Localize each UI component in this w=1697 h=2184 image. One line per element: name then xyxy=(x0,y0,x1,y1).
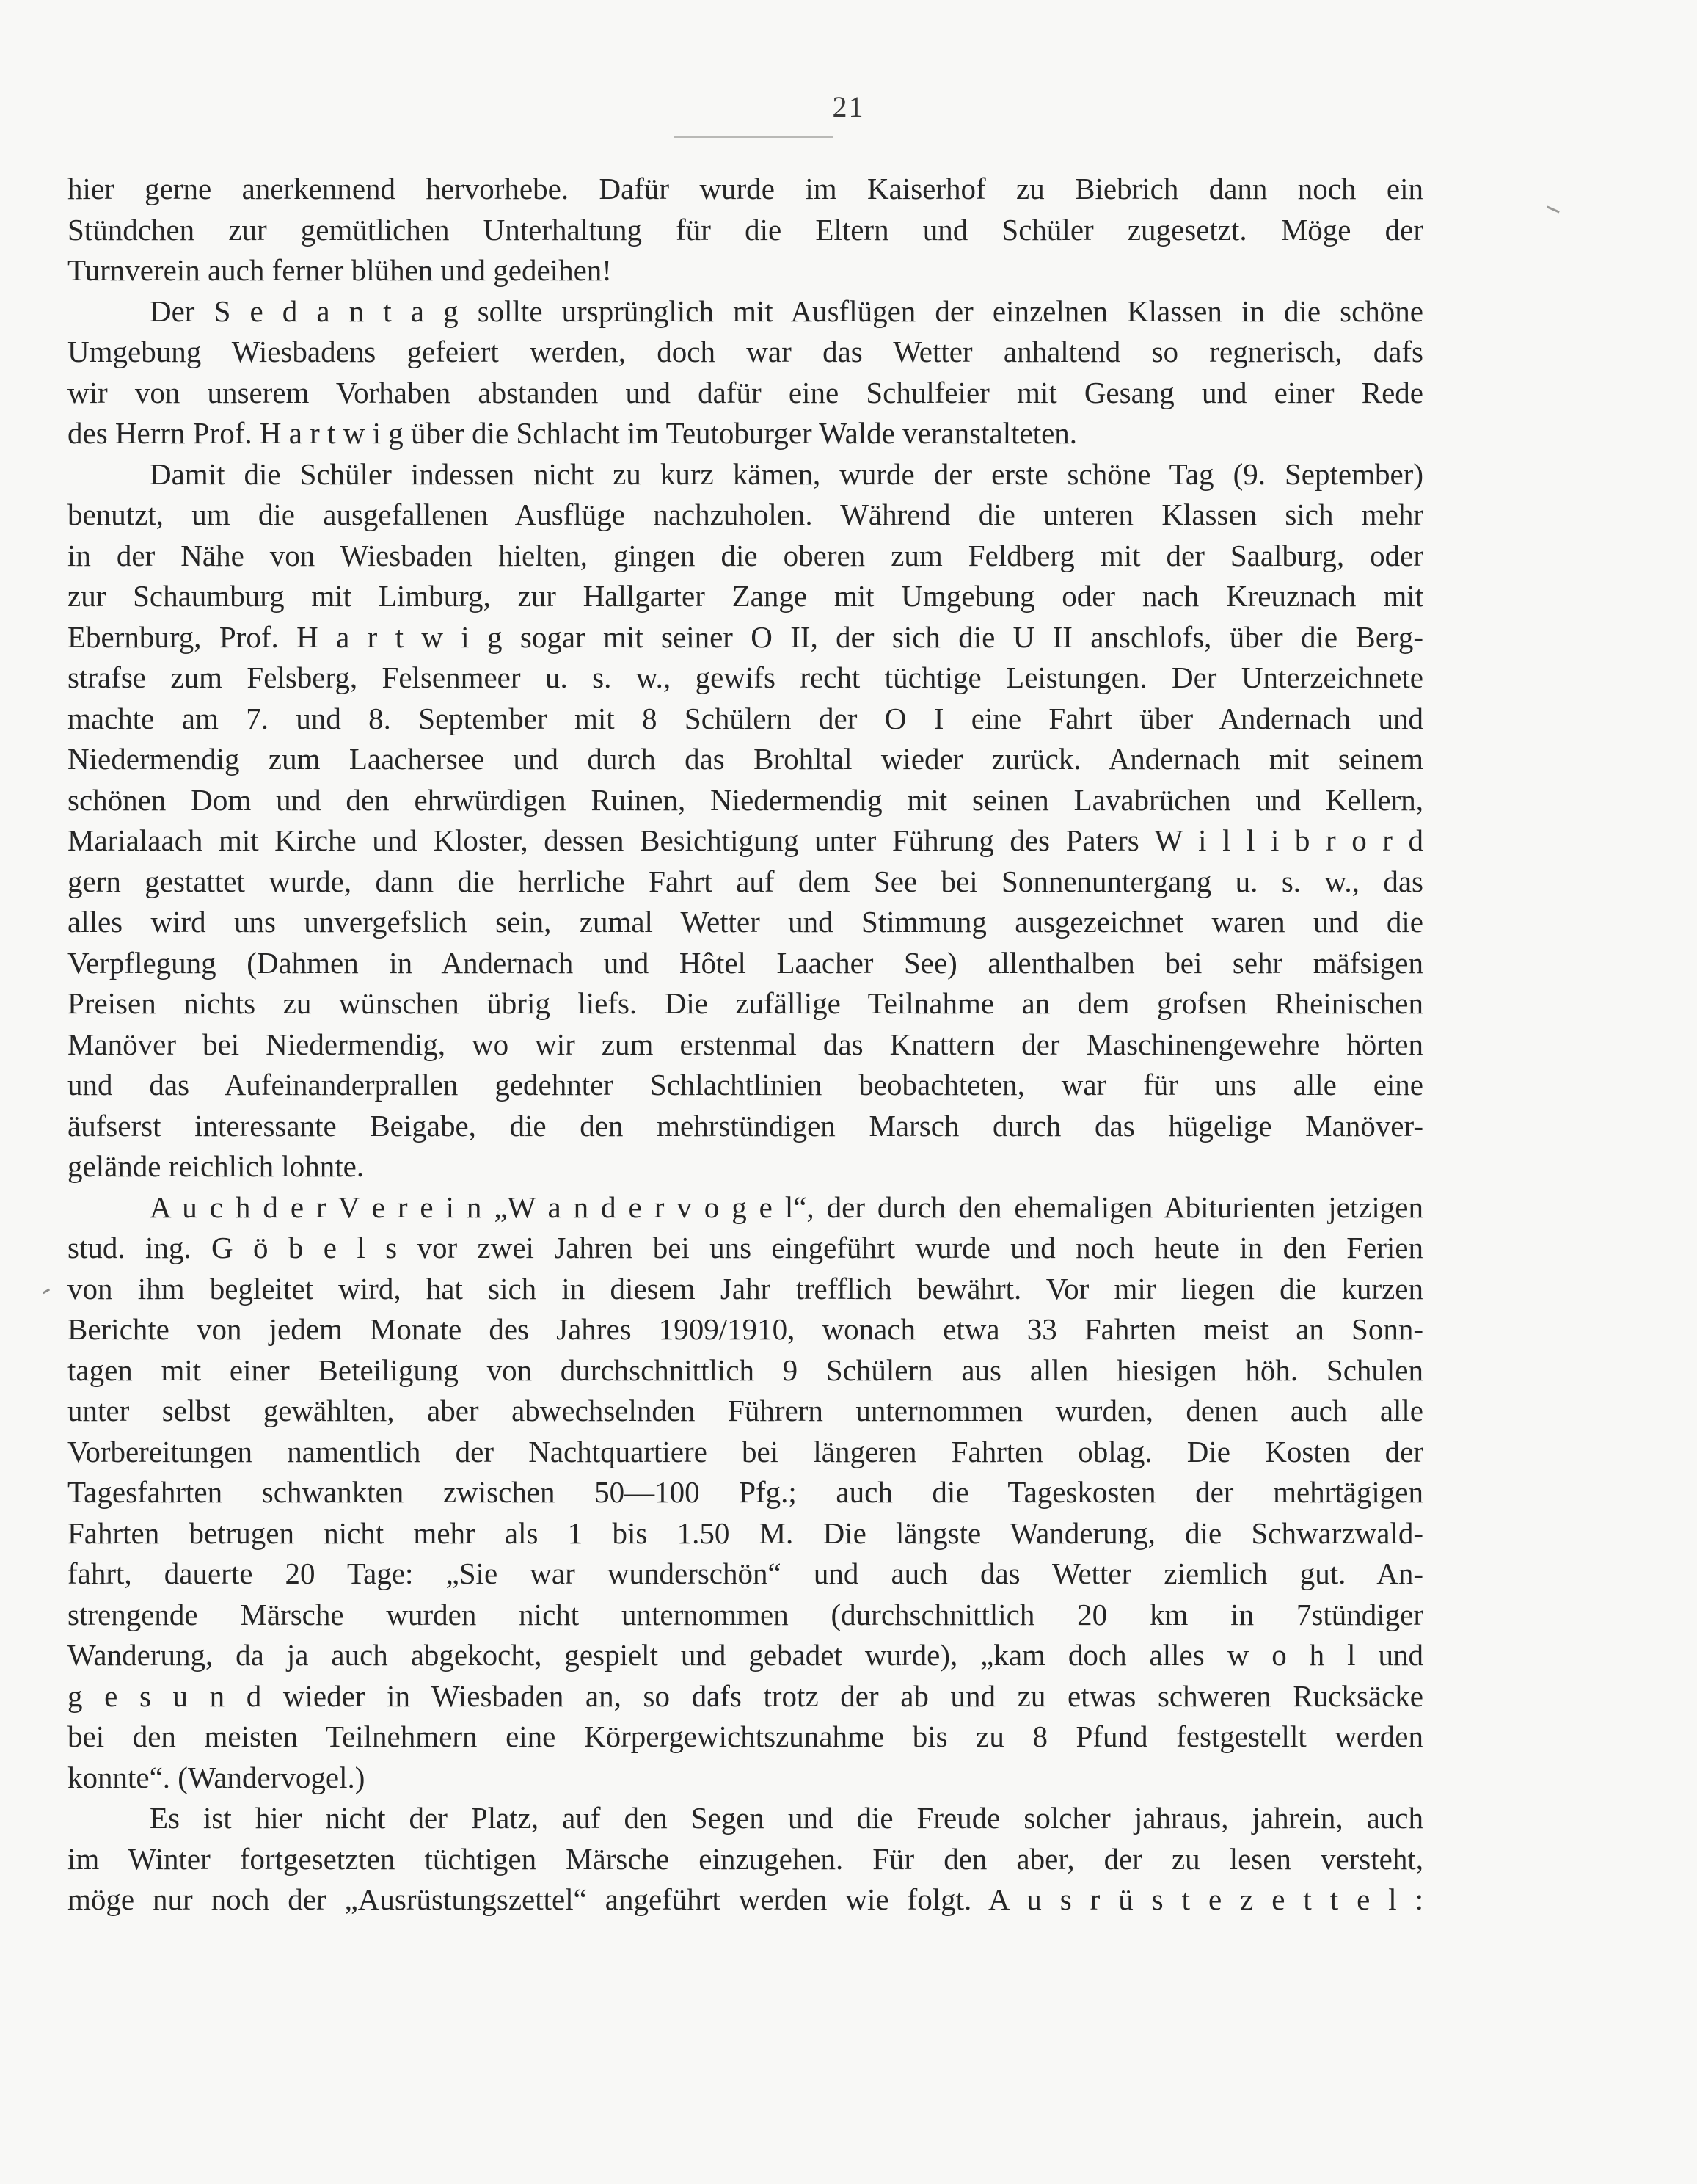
text-line: benutzt, um die ausgefallenen Ausflüge nachzuholen. Während die unteren Klassen sich mehr xyxy=(67,498,1423,531)
text-line: strengende Märsche wurden nicht unternommen (durchschnittlich 20 km in 7stündiger xyxy=(67,1597,1423,1631)
text-line: im Winter fortgesetzten tüchtigen Märsche einzugehen. Für den aber, der zu lesen versteht, xyxy=(67,1841,1423,1876)
text-line: Turnverein auch ferner blühen und gedeihen! xyxy=(67,253,612,287)
text-line: wir von unserem Vorhaben abstanden und dafür eine Schulfeier mit Gesang und einer Rede xyxy=(67,375,1423,410)
text-line: und das Aufeinanderprallen gedehnter Schlachtlinien beobachteten, war für uns alle eine xyxy=(67,1068,1423,1102)
text-line: Umgebung Wiesbadens gefeiert werden, doch war das Wetter anhaltend so regnerisch, dafs xyxy=(67,335,1423,368)
text-line: Verpflegung (Dahmen in Andernach und Hôtel Laacher See) allenthalben bei sehr mäfsigen xyxy=(67,945,1423,980)
margin-mark xyxy=(1547,205,1560,213)
text-line: tagen mit einer Beteiligung von durchschnittlich 9 Schülern aus allen hiesigen höh. Schulen xyxy=(67,1353,1423,1387)
text-line: Berichte von jedem Monate des Jahres 1909/1910, wonach etwa 33 Fahrten meist an Sonn- xyxy=(67,1312,1423,1346)
text-line: Manöver bei Niedermendig, wo wir zum erstenmal das Knattern der Maschinengewehre hörten xyxy=(67,1027,1423,1061)
text-line: Niedermendig zum Laachersee und durch das Brohltal wieder zurück. Andernach mit seinem xyxy=(67,742,1423,776)
text-line: hier gerne anerkennend hervorhebe. Dafür wurde im Kaiserhof zu Biebrich dann noch ein xyxy=(67,172,1423,205)
text-line: in der Nähe von Wiesbaden hielten, gingen die oberen zum Feldberg mit der Saalburg, oder xyxy=(67,538,1423,572)
text-line: Fahrten betrugen nicht mehr als 1 bis 1.50 M. Die längste Wanderung, die Schwarzwald- xyxy=(67,1515,1423,1550)
text-line: Stündchen zur gemütlichen Unterhaltung für die Eltern und Schüler zugesetzt. Möge der xyxy=(67,212,1423,247)
text-line: zur Schaumburg mit Limburg, zur Hallgarter Zange mit Umgebung oder nach Kreuznach mit xyxy=(67,579,1423,613)
text-line: schönen Dom und den ehrwürdigen Ruinen, Niedermendig mit seinen Lavabrüchen und Kellern, xyxy=(67,782,1423,817)
text-line: von ihm begleitet wird, hat sich in diesem Jahr trefflich bewährt. Vor mir liegen die kurzen xyxy=(67,1271,1423,1306)
text-line: Preisen nichts zu wünschen übrig liefs. Die zufällige Teilnahme an dem grofsen Rheinischen xyxy=(67,986,1423,1020)
text-line: Damit die Schüler indessen nicht zu kurz kämen, wurde der erste schöne Tag (9. September) xyxy=(150,456,1423,491)
text-line: Tagesfahrten schwankten zwischen 50—100 Pfg.; auch die Tageskosten der mehrtägigen xyxy=(67,1475,1423,1509)
text-line: Ebernburg, Prof. H a r t w i g sogar mit seiner O II, der sich die U II anschlofs, über die Berg- xyxy=(67,619,1423,654)
text-line: Es ist hier nicht der Platz, auf den Segen und die Freude solcher jahraus, jahrein, auch xyxy=(150,1801,1423,1835)
text-line: bei den meisten Teilnehmern eine Körpergewichtszunahme bis zu 8 Pfund festgestellt werden xyxy=(67,1719,1423,1753)
text-line: möge nur noch der „Ausrüstungszettel“ angeführt werden wie folgt. A u s r ü s t e z e t t e l : xyxy=(67,1882,1423,1916)
text-line: Marialaach mit Kirche und Kloster, dessen Besichtigung unter Führung des Paters W i l l i b r o r d xyxy=(67,823,1423,857)
margin-mark xyxy=(43,1289,50,1295)
text-line: gern gestattet wurde, dann die herrliche Fahrt auf dem See bei Sonnenuntergang u. s. w., das xyxy=(67,864,1423,898)
text-line: alles wird uns unvergefslich sein, zumal Wetter und Stimmung ausgezeichnet waren und die xyxy=(67,905,1423,939)
text-line: äufserst interessante Beigabe, die den mehrstündigen Marsch durch das hügelige Manöver- xyxy=(67,1108,1423,1143)
text-line: Vorbereitungen namentlich der Nachtquartiere bei längeren Fahrten oblag. Die Kosten der xyxy=(67,1434,1423,1468)
text-line: g e s u n d wieder in Wiesbaden an, so dafs trotz der ab und zu etwas schweren Rucksäcke xyxy=(67,1678,1423,1713)
text-line: machte am 7. und 8. September mit 8 Schülern der O I eine Fahrt über Andernach und xyxy=(67,701,1423,735)
text-line: Der S e d a n t a g sollte ursprünglich mit Ausflügen der einzelnen Klassen in die schöne xyxy=(150,294,1423,328)
text-line: Wanderung, da ja auch abgekocht, gespielt und gebadet wurde), „kam doch alles w o h l und xyxy=(67,1638,1423,1672)
text-line: gelände reichlich lohnte. xyxy=(67,1149,365,1183)
text-line: strafse zum Felsberg, Felsenmeer u. s. w., gewifs recht tüchtige Leistungen. Der Unterzeichnete xyxy=(67,660,1423,694)
text-line: A u c h d e r V e r e i n „W a n d e r v o g e l“, der durch den ehemaligen Abiturienten jetzigen xyxy=(150,1190,1423,1224)
text-line: fahrt, dauerte 20 Tage: „Sie war wunderschön“ und auch das Wetter ziemlich gut. An- xyxy=(67,1557,1423,1590)
text-line: konnte“. (Wandervogel.) xyxy=(67,1760,365,1794)
body-text xyxy=(67,169,1423,1921)
text-line: des Herrn Prof. H a r t w i g über die Schlacht im Teutoburger Walde veranstalteten. xyxy=(67,416,1078,450)
text-line: stud. ing. G ö b e l s vor zwei Jahren bei uns eingeführt wurde und noch heute in den Ferien xyxy=(67,1231,1423,1264)
text-line: unter selbst gewählten, aber abwechselnden Führern unternommen wurden, denen auch alle xyxy=(67,1394,1423,1427)
header-rule xyxy=(674,136,833,138)
page-number: 21 xyxy=(832,90,865,123)
